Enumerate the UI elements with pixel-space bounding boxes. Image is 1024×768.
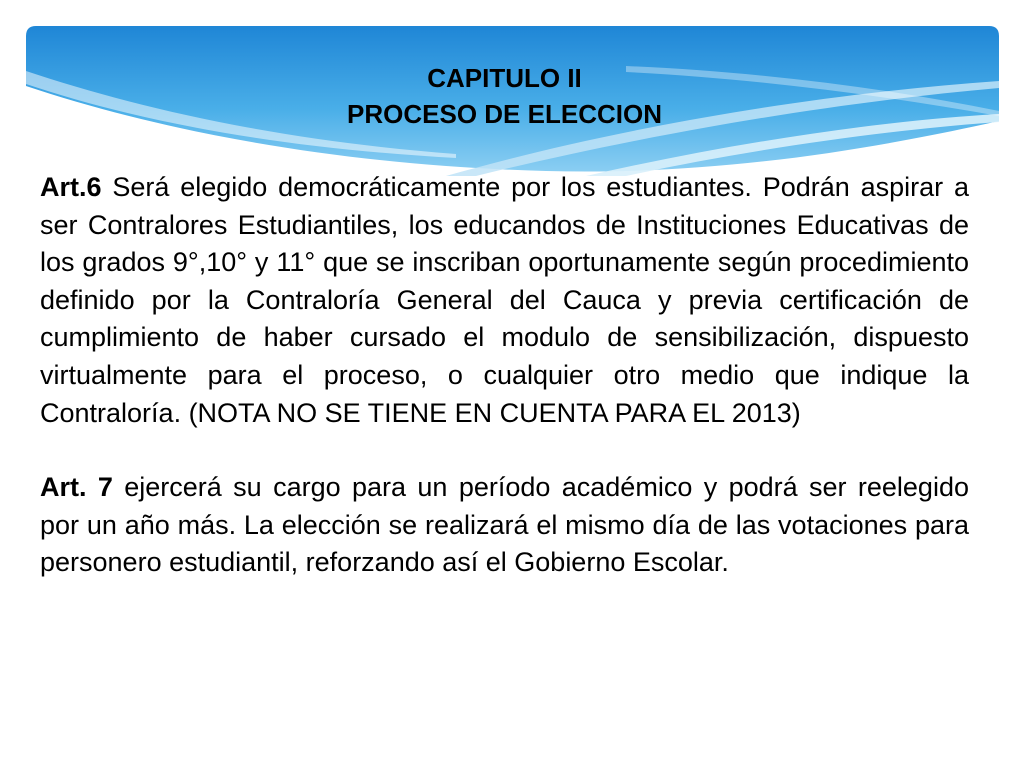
article-6-label: Art.6: [40, 172, 102, 202]
article-7-label: Art. 7: [40, 472, 113, 503]
article-7-text: ejercerá su cargo para un período académico y podrá ser reelegido por un año más. La elección se realizará el mismo día de las votaciones para personero estudiantil, reforzando así el Gobierno Escolar.: [40, 472, 969, 578]
article-6-paragraph: [40, 169, 969, 432]
slide-content: [40, 56, 969, 582]
article-7-paragraph: [40, 469, 969, 582]
chapter-heading: CAPITULO II: [427, 63, 582, 93]
section-title: PROCESO DE ELECCION: [347, 99, 662, 129]
article-6-text: Será elegido democráticamente por los estudiantes. Podrán aspirar a ser Contralores Estudiantiles, los educandos de Instituciones Educativas de los grados 9°,10° y 11° que se inscriban oportunamente según procedimiento definido por la Contraloría General del Cauca y previa certificación de cumplimiento de haber cursado el modulo de sensibilización, dispuesto virtualmente para el proceso, o cualquier otro medio que indique la Contraloría. (NOTA NO SE TIENE EN CUENTA PARA EL 2013): [40, 172, 969, 428]
